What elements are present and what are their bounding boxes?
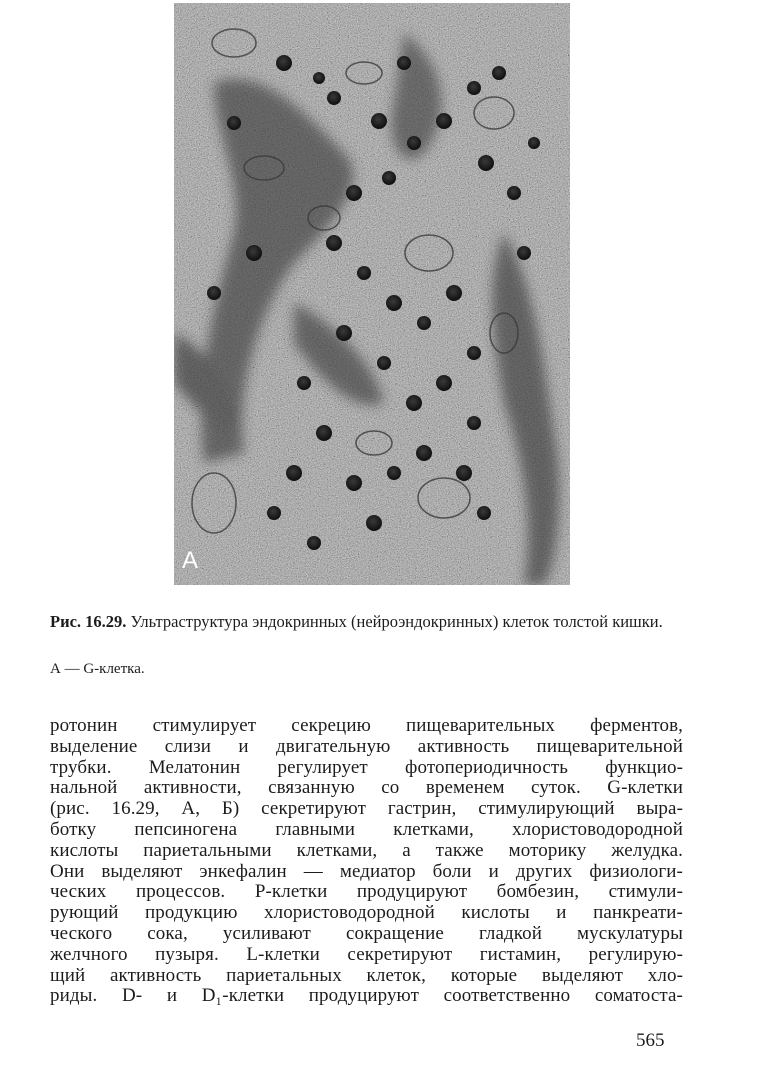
figure-number: Рис. 16.29. xyxy=(50,612,127,631)
micrograph-figure xyxy=(174,3,570,585)
text-line: (рис. 16.29, А, Б) секретируют гастрин, стимулирующий выра- xyxy=(50,798,683,820)
text-line: кислоты париетальными клетками, а также моторику желудка. xyxy=(50,839,683,861)
text-line: щий активность париетальных клеток, которые выделяют хло- xyxy=(50,964,683,986)
text-line: ротонин стимулирует секрецию пищеварительных ферментов, xyxy=(50,715,683,736)
text-line: Они выделяют энкефалин — медиатор боли и других физиологи- xyxy=(50,860,683,882)
panel-label: А xyxy=(182,547,199,574)
text-line: трубки. Мелатонин регулирует фотопериодичность функцио- xyxy=(50,756,683,778)
figure-caption-text: Ультраструктура эндокринных (нейроэндокринных) клеток толстой кишки. xyxy=(130,612,663,631)
body-paragraph xyxy=(50,716,683,1007)
text-line: рующий продукцию хлористоводородной кислоты и панкреати- xyxy=(50,902,683,924)
figure-caption xyxy=(50,612,690,632)
text-line: выделение слизи и двигательную активность пищеварительной xyxy=(50,735,683,757)
electron-micrograph-image xyxy=(174,3,570,585)
text-line: риды. D- и D₁-клетки продуцируют соответственно соматоста- xyxy=(50,985,683,1007)
text-line: ботку пепсиногена главными клетками, хлористоводородной xyxy=(50,818,683,840)
text-line: нальной активности, связанную со временем суток. G-клетки xyxy=(50,777,683,799)
text-line: ческих процессов. Р-клетки продуцируют бомбезин, стимули- xyxy=(50,881,683,903)
text-line: ческого сока, усиливают сокращение гладкой мускулатуры xyxy=(50,922,683,944)
text-line: желчного пузыря. L-клетки секретируют гистамин, регулирую- xyxy=(50,943,683,965)
figure-legend: А — G-клетка. xyxy=(50,661,145,677)
page-number: 565 xyxy=(636,1030,665,1051)
